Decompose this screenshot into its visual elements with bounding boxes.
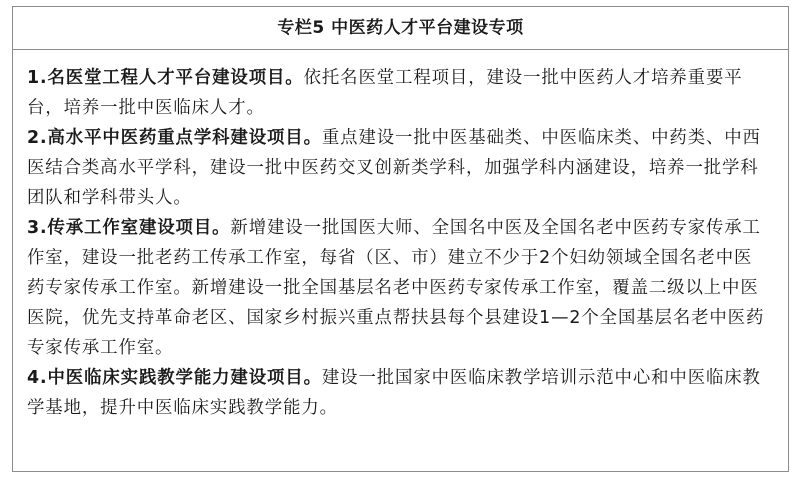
box-title: 专栏5 中医药人才平台建设专项	[13, 7, 788, 50]
project-heading-2: 2.高水平中医药重点学科建设项目。	[27, 128, 322, 148]
project-item-1	[27, 63, 770, 123]
project-heading-3: 3.传承工作室建设项目。	[27, 218, 231, 238]
project-text-1: 依托名医堂工程项目，建设一批中医药人才培养重要平台，培养一批中医临床人才。	[27, 68, 743, 118]
project-text-3: 新增建设一批国医大师、全国名中医及全国名老中医药专家传承工作室，建设一批老药工传承工作室，每省（区、市）建立不少于2个妇幼领域全国名老中医药专家传承工作室。新增建设一批全国基层名老中医药专家传承工作室，覆盖二级以上中医医院，优先支持革命老区、国家乡村振兴重点帮扶县每个县建设1—2个全国基层名老中医药专家传承工作室。	[27, 218, 765, 358]
project-text-2: 重点建设一批中医基础类、中医临床类、中药类、中西医结合类高水平学科，建设一批中医药交叉创新类学科，加强学科内涵建设，培养一批学科团队和学科带头人。	[27, 128, 761, 208]
project-text-4: 建设一批国家中医临床教学培训示范中心和中医临床教学基地，提升中医临床实践教学能力。	[27, 368, 761, 418]
box-body	[13, 50, 788, 423]
project-heading-1: 1.名医堂工程人才平台建设项目。	[27, 68, 304, 88]
project-item-2	[27, 123, 770, 213]
special-column-box	[12, 6, 789, 472]
project-item-4	[27, 363, 770, 423]
project-heading-4: 4.中医临床实践教学能力建设项目。	[27, 368, 322, 388]
project-item-3	[27, 213, 770, 363]
